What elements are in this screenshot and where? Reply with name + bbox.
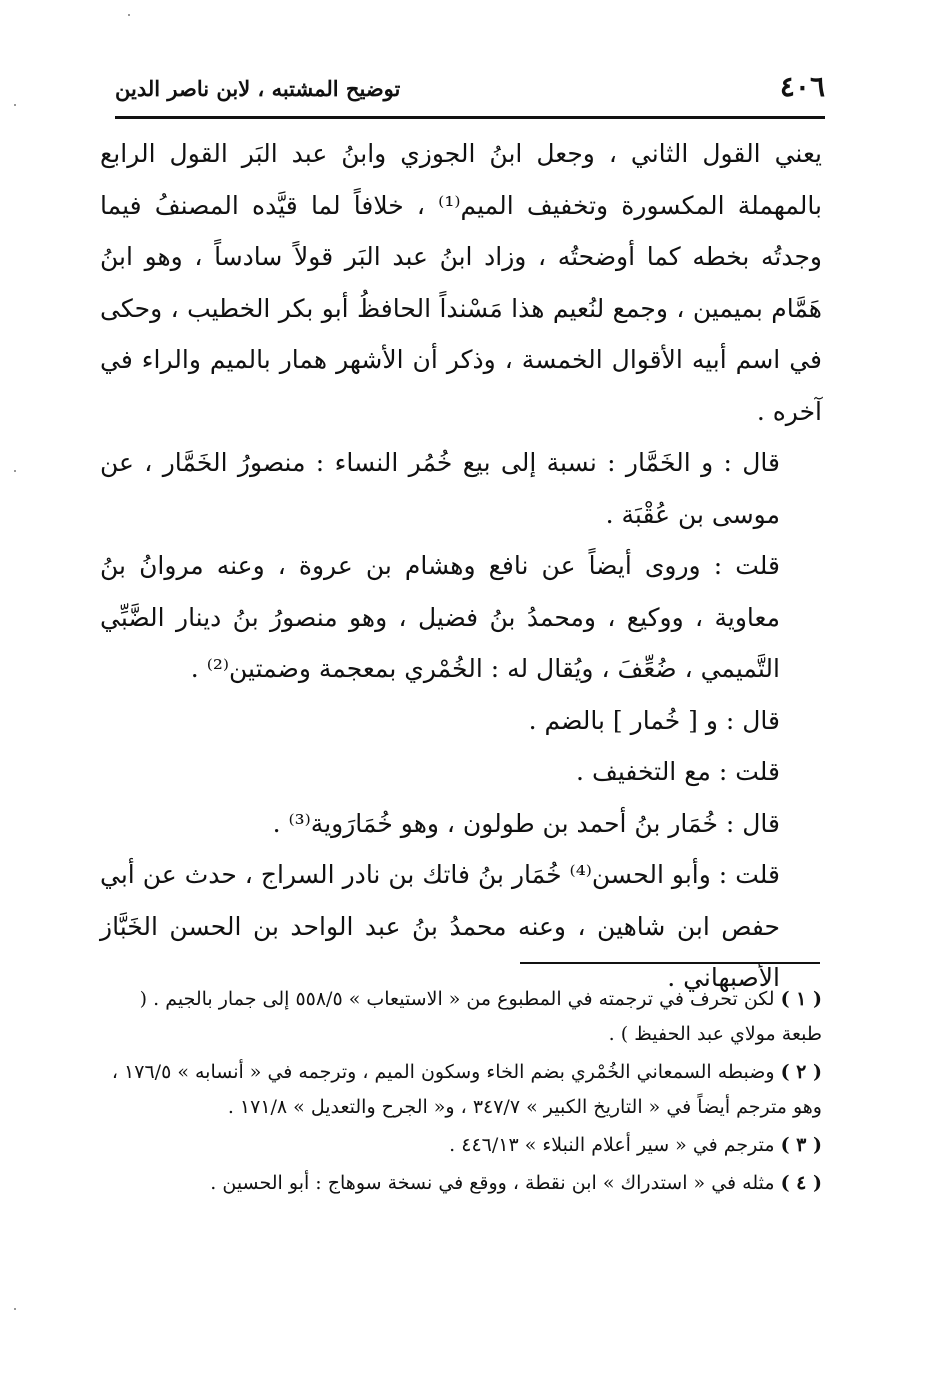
scan-speck [14, 1308, 16, 1310]
footnote-number: ( ٢ ) [780, 1061, 822, 1083]
paragraph-2: قال : و الخَمَّار : نسبة إلى بيع خُمُر النساء : منصورُ الخَمَّار ، عن موسى بن عُقْبَة . [100, 448, 780, 529]
footnote [104, 1166, 822, 1201]
scan-speck [128, 14, 130, 16]
footnote-number: ( ١ ) [780, 988, 822, 1010]
footnote-text: مثله في « استدراك » ابن نقطة ، ووقع في نسخة سوهاج : أبو الحسين . [210, 1172, 775, 1194]
footnote-number: ( ٣ ) [780, 1134, 822, 1156]
paragraph-5: قلت : مع التخفيف . [576, 757, 780, 786]
main-text [100, 128, 822, 1004]
scan-speck [14, 104, 16, 106]
page-header [115, 62, 825, 114]
header-rule [115, 116, 825, 119]
footnote-text: لكن تحرف في ترجمته في المطبوع من « الاستيعاب » ٥٥٨/٥ إلى جمار بالجيم . ( طبعة مولاي عبد الحفيظ ) . [139, 988, 822, 1045]
page-number: ٤٠٦ [779, 70, 825, 103]
paragraph-7: قلت : وأبو الحسن⁽⁴⁾ خُمَار بنُ فاتك بن نادر السراج ، حدث عن أبي حفص ابن شاهين ، وعنه محمدُ بنُ عبد الواحد بن الحسن الخَبَّاز الأصبهاني . [100, 860, 780, 992]
footnote [104, 982, 822, 1052]
paragraph-4: قال : و [ خُمار ] بالضم . [528, 705, 780, 735]
footnote-text: وضبطه السمعاني الخُمْري بضم الخاء وسكون الميم ، وترجمه في « أنسابه » ١٧٦/٥ ، وهو مترجم أيضاً في « التاريخ الكبير » ٣٤٧/٧ ، و« الجرح والتعديل » ١٧١/٨ . [111, 1061, 822, 1118]
running-title: توضيح المشتبه ، لابن ناصر الدين [115, 76, 401, 101]
paragraph-3: قلت : وروى أيضاً عن نافع وهشام بن عروة ، وعنه مروانُ بنُ معاوية ، ووكيع ، ومحمدُ بنُ فضيل ، وهو منصورُ بنُ دينار الضَّبِّي التَّميمي ، ضُعِّفَ ، ويُقال له : الخُمْري بمعجمة وضمتين⁽²⁾ . [100, 551, 780, 683]
footnote-text: مترجم في « سير أعلام النبلاء » ٤٤٦/١٣ . [449, 1134, 775, 1156]
paragraph-6: قال : خُمَار بنُ أحمد بن طولون ، وهو خُمَارَوية⁽³⁾ . [272, 808, 780, 838]
footnote-separator [520, 962, 820, 964]
paragraph-1: يعني القول الثاني ، وجعل ابنُ الجوزي وابنُ عبد البَر القول الرابع بالمهملة المكسورة وتخفيف الميم⁽¹⁾ ، خلافاً لما قيَّده المصنفُ فيما وجدتُه بخطه كما أوضحتُه ، وزاد ابنُ عبد البَر قولاً سادساً ، وهو ابنُ هَمَّام بميمين ، وجمع لنُعيم هذا مَسْنداً الحافظُ أبو بكر الخطيب ، وحكى في اسم أبيه الأقوال الخمسة ، وذكر أن الأشهر همار بالميم والراء في آخره . [100, 139, 822, 426]
footnote [104, 1128, 822, 1163]
footnote-number: ( ٤ ) [780, 1172, 822, 1194]
footnotes [104, 982, 822, 1204]
footnote [104, 1055, 822, 1125]
scan-speck [14, 470, 16, 472]
